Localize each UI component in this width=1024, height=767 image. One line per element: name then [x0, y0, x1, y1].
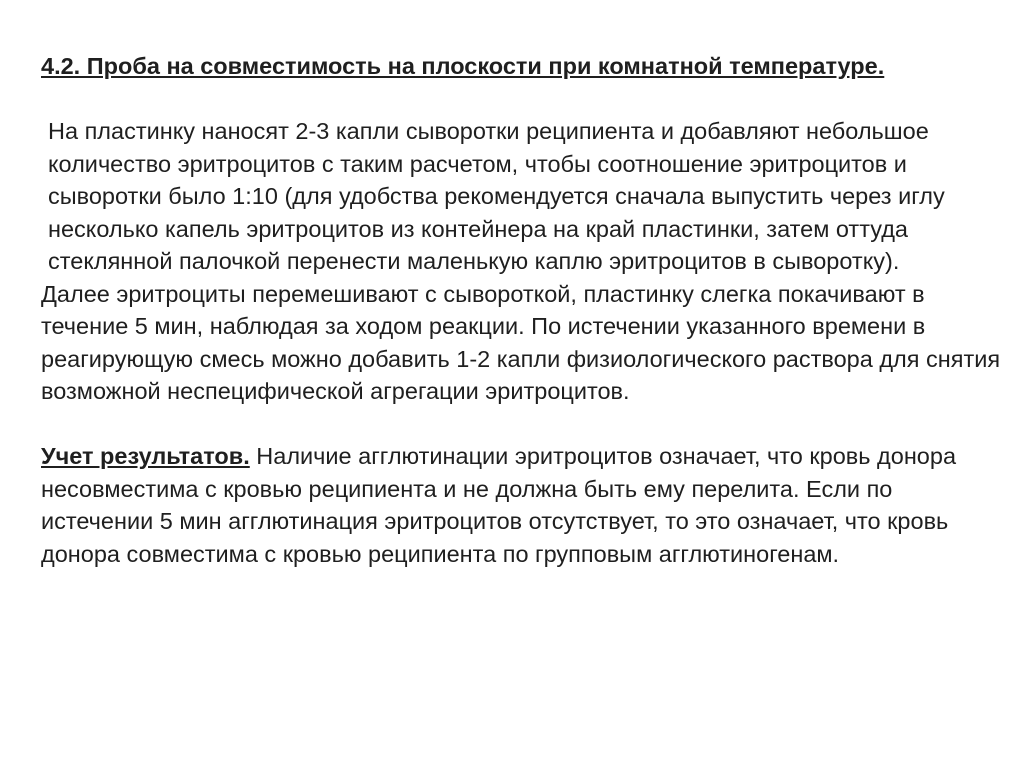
spacer	[41, 408, 1001, 441]
method-paragraph: На пластинку наносят 2-3 капли сыворотки реципиента и добавляют небольшое количество эритроцитов с таким расчетом, чтобы соотношение эритроцитов и сыворотки было 1:10 (для удобства рекомендуется сначала выпустить через иглу несколько капель эритроцитов из контейнера на край пластинки, затем оттуда стеклянной палочкой перенести маленькую каплю эритроцитов в сыворотку).	[48, 118, 945, 274]
results-text: Наличие агглютинации эритроцитов означает, что кровь донора несовместима с кровью реципиента и не должна быть ему перелита. Если по истечении 5 мин агглютинация эритроцитов отсутствует, то это означает, что кровь донора совместима с кровью реципиента по групповым агглютиногенам.	[41, 443, 957, 567]
slide-content	[41, 50, 1001, 570]
results-label: Учет результатов.	[41, 443, 250, 469]
spacer	[41, 83, 1001, 116]
procedure-paragraph: Далее эритроциты перемешивают с сывороткой, пластинку слегка покачивают в течение 5 мин, наблюдая за ходом реакции. По истечении указанного времени в реагирующую смесь можно добавить 1-2 капли физиологического раствора для снятия возможной неспецифической агрегации эритроцитов.	[41, 280, 1001, 404]
results-paragraph	[41, 440, 1001, 570]
slide-title: 4.2. Проба на совместимость на плоскости при комнатной температуре.	[41, 53, 885, 79]
